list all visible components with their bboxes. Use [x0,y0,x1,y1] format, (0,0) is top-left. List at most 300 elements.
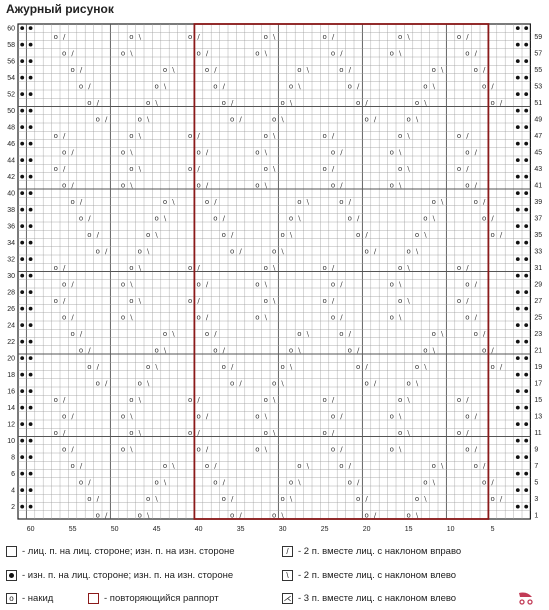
decrease-mark: / [63,131,66,140]
yarn-over-mark: o [347,82,352,91]
yarn-over-mark: o [490,98,495,107]
purl-dot [524,59,528,63]
row-number-left: 52 [7,91,15,99]
yarn-over-mark: o [146,494,151,503]
yarn-over-mark: o [347,478,352,487]
yarn-over-mark: o [53,263,58,272]
yarn-over-mark: o [280,362,285,371]
decrease-mark: / [340,412,343,421]
purl-dot [29,257,33,261]
row-number-right: 15 [534,396,543,404]
yarn-over-mark: o [406,511,411,520]
decrease-mark: \ [407,296,410,305]
yarn-over-mark: o [406,379,411,388]
yarn-over-mark: o [120,181,126,190]
decrease-mark: / [63,428,66,437]
purl-dot [516,92,520,96]
purl-dot [20,241,24,245]
purl-dot [20,109,24,113]
purl-dot [29,224,33,228]
yarn-over-mark: o [230,379,235,388]
purl-dot [524,125,528,129]
yarn-over-mark: o [95,247,100,256]
decrease-mark: / [71,280,74,289]
row-number-left: 28 [7,289,15,297]
purl-dot [516,274,520,278]
decrease-mark: / [231,494,234,503]
decrease-mark: / [348,329,351,338]
yarn-over-mark: o [465,313,470,322]
decrease-mark: \ [163,478,167,487]
row-number-left: 12 [7,421,15,429]
yarn-over-mark: o [78,82,84,91]
yarn-over-mark: o [204,329,210,338]
yarn-over-mark: o [322,263,327,272]
yarn-over-mark: o [70,65,75,74]
decrease-mark: \ [130,49,133,58]
yarn-over-mark: o [221,362,226,371]
purl-dot [516,422,520,426]
decrease-mark: / [79,329,83,338]
decrease-mark: / [466,263,469,272]
decrease-mark: \ [281,511,284,520]
purl-dot [524,92,528,96]
decrease-mark: / [331,131,335,140]
yarn-over-mark: o [322,395,327,404]
row-number-left: 14 [7,405,15,413]
purl-dot [20,488,24,492]
decrease-mark: \ [399,313,402,322]
decrease-mark: \ [399,181,402,190]
decrease-mark: \ [424,230,427,239]
decrease-mark: \ [281,379,284,388]
yarn-over-mark: o [288,346,294,355]
purl-dot [20,439,24,443]
yarn-over-mark: o [213,214,218,223]
yarn-over-mark: o [263,164,268,173]
row-number-right: 49 [534,116,543,124]
purl-dot [29,455,33,459]
yarn-over-mark: o [188,131,193,140]
row-number-right: 59 [534,33,543,41]
yarn-over-mark: o [406,115,411,124]
decrease-mark: / [96,98,99,107]
yarn-over-mark: o [188,32,193,41]
decrease-mark: \ [407,263,410,272]
yarn-over-mark: o [389,445,394,454]
decrease-mark: / [197,32,200,41]
purl-dot [20,26,24,30]
yarn-over-mark: o [120,49,126,58]
decrease-mark: / [79,197,83,206]
decrease-mark: / [331,428,335,437]
decrease-mark: \ [306,329,309,338]
purl-dot [516,406,520,410]
yarn-over-mark: o [456,131,462,140]
decrease-mark: / [474,412,477,421]
yarn-over-mark: o [473,329,478,338]
yarn-over-mark: o [431,197,436,206]
purl-dot [516,142,520,146]
yarn-over-mark: o [146,98,151,107]
decrease-mark: \ [264,181,267,190]
decrease-mark: \ [432,478,435,487]
decrease-mark: \ [273,296,276,305]
knit-symbol-icon [6,546,17,557]
row-number-right: 43 [534,165,543,173]
yarn-over-mark: o [356,230,361,239]
yarn-over-mark: o [280,98,285,107]
yarn-over-mark: o [62,445,67,454]
decrease-mark: / [331,32,335,41]
yarn-over-mark: o [95,511,100,520]
page-title: Ажурный рисунок [6,2,114,16]
purl-dot [524,439,528,443]
decrease-mark: / [340,280,343,289]
row-number-right: 5 [534,479,539,487]
purl-dot [20,257,24,261]
legend-k2tog-left-text: - 2 п. вместе лиц. с наклоном влево [298,570,457,581]
decrease-mark: / [214,329,217,338]
yarn-over-mark: o [87,98,92,107]
decrease-mark: / [63,164,66,173]
yarn-over-mark: o [398,32,403,41]
decrease-mark: / [63,263,66,272]
row-number-left: 4 [11,487,15,495]
decrease-mark: / [222,346,225,355]
legend-repeat [88,593,219,604]
purl-dot [20,208,24,212]
decrease-mark: \ [415,115,419,124]
row-number-right: 55 [534,66,543,74]
yarn-over-mark: o [456,395,462,404]
decrease-mark: \ [147,115,150,124]
decrease-mark: \ [163,82,167,91]
decrease-mark: / [491,346,494,355]
decrease-mark: / [331,296,335,305]
decrease-mark: / [63,296,66,305]
purl-dot [524,356,528,360]
decrease-mark: / [63,32,66,41]
row-number-right: 53 [534,83,543,91]
yarn-over-mark: o [230,511,235,520]
purl-dot [524,175,528,179]
row-number-left: 48 [7,124,15,132]
decrease-mark: \ [155,98,158,107]
decrease-mark: \ [289,362,293,371]
decrease-mark: \ [147,511,150,520]
yarn-over-mark: o [129,32,134,41]
decrease-mark: / [466,428,469,437]
decrease-mark: / [483,329,486,338]
yarn-over-mark: o [465,181,470,190]
yarn-over-mark: o [423,478,428,487]
decrease-mark: / [96,362,99,371]
row-number-left: 40 [7,190,15,198]
row-number-left: 54 [7,75,15,83]
yarn-over-mark: o [230,247,235,256]
yarn-over-mark: o [196,313,201,322]
yarn-over-mark: o [389,49,394,58]
purl-dot [516,191,520,195]
decrease-mark: / [96,230,99,239]
yarn-over-mark: o [423,214,428,223]
yarn-over-mark: o [120,313,126,322]
purl-dot [29,389,33,393]
yarn-over-mark: o [414,494,420,503]
decrease-mark: \ [306,65,309,74]
yarn-over-mark: o [137,511,142,520]
column-number: 30 [278,526,287,533]
decrease-mark: / [88,346,91,355]
yarn-over-mark: o [456,263,462,272]
legend-knit-text: - лиц. п. на лиц. стороне; изн. п. на изн. стороне [22,546,235,557]
yarn-over-mark: o [213,82,218,91]
decrease-mark: / [373,115,377,124]
legend-k3tog-left-text: - 3 п. вместе лиц. с наклоном влево [298,593,457,604]
decrease-mark: \ [163,346,167,355]
yarn-over-mark: o [129,395,134,404]
column-number: 60 [26,526,35,533]
yarn-over-mark: o [129,164,134,173]
purl-dot [29,76,33,80]
decrease-mark: / [331,263,335,272]
yarn-over-mark: o [53,395,58,404]
purl-dot [20,191,24,195]
decrease-mark: / [357,346,360,355]
row-number-right: 13 [534,413,543,421]
decrease-mark: / [222,214,225,223]
yarn-over-mark: o [456,164,462,173]
purl-dot [20,59,24,63]
decrease-mark: \ [306,461,309,470]
yarn-over-mark: o [162,461,168,470]
purl-dot [20,175,24,179]
column-number: 25 [320,526,329,533]
decrease-mark: \ [298,346,301,355]
purl-dot [524,307,528,311]
yarn-over-mark: o [137,247,142,256]
row-number-left: 58 [7,42,15,50]
column-number: 20 [362,526,371,533]
row-number-left: 8 [11,454,15,462]
decrease-mark: \ [399,412,402,421]
yarn-over-mark: o [62,412,67,421]
yarn-over-mark: o [456,428,462,437]
purl-dot [524,191,528,195]
purl-dot [524,43,528,47]
purl-dot [20,76,24,80]
decrease-mark: / [474,280,477,289]
yarn-over-mark: o [95,115,100,124]
row-number-left: 24 [7,322,15,330]
yarn-over-mark: o [356,98,361,107]
purl-dot [524,158,528,162]
yarn-over-mark: o [431,461,436,470]
decrease-mark: \ [130,280,133,289]
row-number-left: 2 [11,504,15,512]
row-number-right: 45 [534,149,543,157]
row-number-right: 11 [534,429,542,437]
decrease-mark: / [205,49,209,58]
decrease-mark: / [466,32,469,41]
column-number: 55 [68,526,77,533]
row-number-left: 44 [7,157,15,165]
yarn-over-mark: o [53,164,58,173]
purl-dot [516,158,520,162]
decrease-mark: \ [273,164,276,173]
k3tog-left-symbol-icon: ⋌ [283,593,292,603]
decrease-mark: / [205,412,209,421]
row-number-left: 6 [11,471,15,479]
decrease-mark: / [373,511,377,520]
decrease-mark: \ [264,445,267,454]
decrease-mark: \ [424,362,427,371]
decrease-mark: \ [172,197,175,206]
yarn-over-mark: o [364,247,369,256]
yarn-over-mark: o [78,214,84,223]
row-number-right: 9 [534,446,539,454]
decrease-mark: \ [289,494,293,503]
yarn-over-mark: o [213,478,218,487]
row-number-left: 32 [7,256,15,264]
yarn-over-mark: o [330,412,336,421]
purl-dot [516,208,520,212]
yarn-over-mark: o [221,98,226,107]
row-number-right: 25 [534,314,543,322]
purl-dot [516,224,520,228]
purl-dot [516,307,520,311]
purl-dot [524,340,528,344]
purl-dot [29,373,33,377]
decrease-mark: \ [281,115,284,124]
decrease-mark: / [214,65,217,74]
purl-dot [516,439,520,443]
yarn-over-mark: o [297,329,302,338]
yarn-over-mark: o [364,379,369,388]
purl-dot [20,455,24,459]
yarn-over-mark: o [473,65,478,74]
row-number-left: 50 [7,108,15,116]
purl-dot [524,208,528,212]
decrease-mark: / [357,82,360,91]
yarn-over-mark: o [196,445,201,454]
purl-dot [29,26,33,30]
yarn-over-mark: o [364,511,369,520]
yarn-over-mark: o [230,115,235,124]
yarn-over-mark: o [490,362,495,371]
decrease-mark: / [357,478,360,487]
purl-dot [20,224,24,228]
decrease-mark: \ [424,98,427,107]
decrease-mark: \ [289,98,293,107]
decrease-mark: / [373,247,377,256]
column-number: 10 [446,526,455,533]
yarn-over-mark: o [398,428,403,437]
decrease-mark: / [239,379,242,388]
decrease-mark: / [365,362,368,371]
yarn-over-mark: o [280,230,285,239]
decrease-mark: \ [147,379,150,388]
decrease-mark: / [96,494,99,503]
yarn-over-mark: o [70,461,75,470]
stroller-icon [517,591,537,605]
purl-dot [524,389,528,393]
decrease-mark: / [231,98,234,107]
purl-dot [29,158,33,162]
purl-dot [524,406,528,410]
decrease-mark: \ [415,379,419,388]
purl-dot [29,59,33,63]
decrease-mark: \ [415,511,419,520]
decrease-mark: / [483,461,486,470]
purl-dot [524,224,528,228]
decrease-mark: / [365,230,368,239]
row-number-right: 51 [534,99,543,107]
purl-dot [516,59,520,63]
row-number-right: 29 [534,281,543,289]
decrease-mark: \ [138,32,141,41]
yarn-over-mark: o [196,148,201,157]
yarn-over-mark: o [272,247,277,256]
yarn-over-mark: o [356,494,361,503]
decrease-mark: \ [415,247,419,256]
yarn-over-mark: o [255,148,260,157]
decrease-mark: \ [399,280,402,289]
yarn-over-mark: o [263,296,268,305]
yarn-over-mark: o [456,32,462,41]
purl-dot [29,406,33,410]
yarn-over-mark: o [204,197,210,206]
row-number-left: 30 [7,273,15,281]
row-number-right: 21 [534,347,543,355]
yarn-over-mark: o [339,329,344,338]
purl-dot [29,191,33,195]
purl-dot [516,26,520,30]
yarn-over-mark: o [297,65,302,74]
purl-dot [20,389,24,393]
yarn-over-mark: o [129,131,134,140]
k2tog-left-symbol-icon: \ [282,570,293,581]
yarn-over-mark: o [414,362,420,371]
purl-dot [516,356,520,360]
decrease-mark: / [474,148,477,157]
decrease-mark: / [197,263,200,272]
yarn-over-mark: o [221,494,226,503]
yarn-over-mark: o [431,65,436,74]
column-number: 50 [110,526,119,533]
decrease-mark: / [105,247,108,256]
decrease-mark: \ [138,428,141,437]
yarn-over-mark: o [263,395,268,404]
decrease-mark: / [474,313,477,322]
purl-dot [29,439,33,443]
purl-dot [516,488,520,492]
legend-k2tog-right-text: - 2 п. вместе лиц. с наклоном вправо [298,546,462,557]
decrease-mark: \ [407,395,410,404]
row-number-right: 41 [534,182,543,190]
yarn-over-mark: o [70,329,75,338]
purl-dot [29,208,33,212]
row-number-right: 17 [534,380,543,388]
yarn-over-mark: o [120,148,126,157]
legend-repeat-text: - повторяющийся раппорт [104,593,219,604]
yarn-over-symbol-icon: o [6,593,17,604]
yarn-over-mark: o [297,197,302,206]
yarn-over-mark: o [53,131,58,140]
yarn-over-mark: o [473,197,478,206]
decrease-mark: / [466,164,469,173]
